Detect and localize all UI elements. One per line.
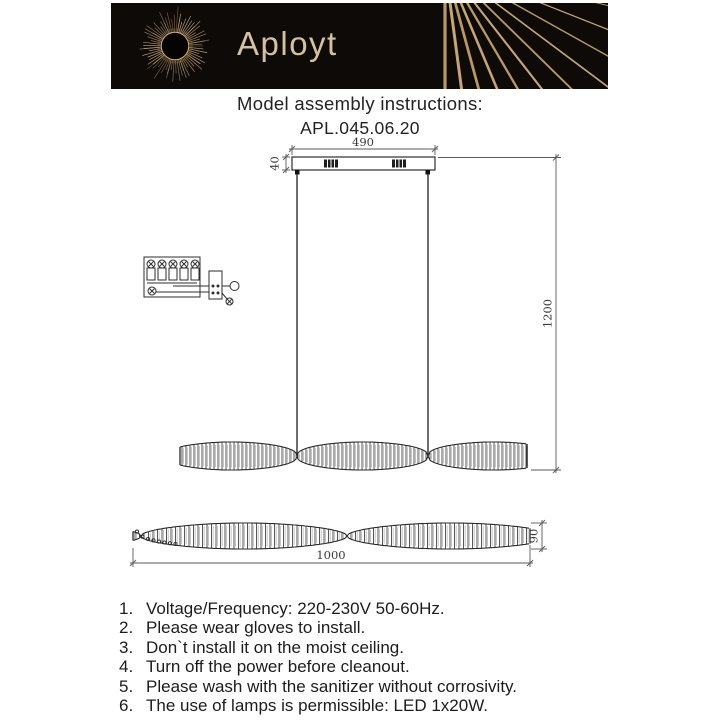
instruction-number: 4. — [119, 657, 134, 677]
instruction-item — [119, 696, 589, 715]
instruction-number: 1. — [119, 599, 134, 618]
instruction-item — [119, 677, 589, 696]
suspension-wire — [297, 174, 428, 456]
lamp-body-hung-view — [180, 442, 528, 470]
driver-box — [209, 271, 222, 299]
instruction-item — [119, 618, 589, 637]
instruction-text: Turn off the power before cleanout. — [146, 657, 410, 677]
lamp-connector-icon — [230, 282, 239, 291]
dim-label-1200: 1200 — [540, 298, 555, 329]
instruction-text: The use of lamps is permissible: LED 1x20W. — [146, 696, 489, 716]
instruction-text: Please wear gloves to install. — [146, 618, 366, 638]
dim-label-1000: 1000 — [316, 548, 346, 562]
dim-label-490: 490 — [352, 135, 374, 149]
page-title: Model assembly instructions: — [237, 93, 483, 114]
model-code: APL.045.06.20 — [300, 118, 420, 138]
ceiling-canopy — [292, 157, 435, 456]
instruction-number: 2. — [119, 618, 134, 638]
screw-terminal-icon — [147, 260, 199, 280]
lamp-body-detail-view — [133, 523, 530, 549]
instruction-number: 6. — [119, 696, 134, 716]
dim-canopy-height — [282, 154, 290, 173]
dim-label-40: 40 — [267, 156, 282, 171]
instruction-text: Please wash with the sanitizer without corrosivity. — [146, 676, 518, 696]
instruction-number: 3. — [119, 637, 134, 657]
instruction-number: 5. — [119, 676, 134, 696]
terminal-block-diagram — [144, 257, 239, 305]
instruction-item — [119, 657, 589, 676]
instruction-item — [119, 599, 589, 618]
dim-label-90: 90 — [526, 528, 541, 544]
instructions-list — [119, 599, 589, 715]
brand-wordmark: Aployt — [237, 25, 338, 62]
instruction-text: Don`t install it on the moist ceiling. — [146, 637, 404, 657]
instruction-text: Voltage/Frequency: 220-230V 50-60Hz. — [146, 599, 445, 618]
instruction-item — [119, 638, 589, 657]
